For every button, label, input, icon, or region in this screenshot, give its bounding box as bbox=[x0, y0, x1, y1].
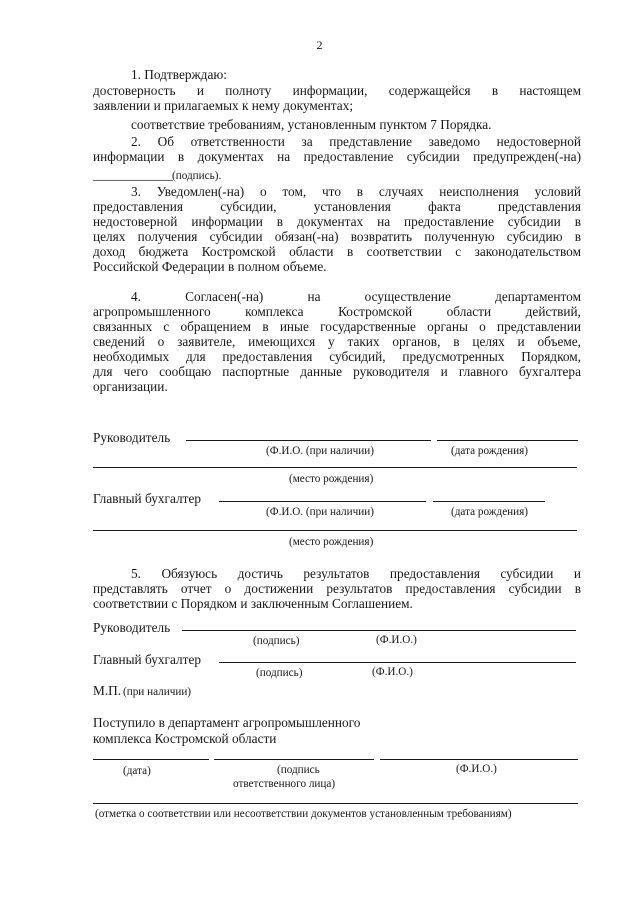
accountant-fio-line bbox=[219, 501, 426, 502]
text-line: агропромышленного комплекса Костромской области действий, bbox=[93, 304, 581, 319]
receipt-fio-line bbox=[380, 759, 578, 760]
confirm-item: соответствие требованиям, установленным пунктом 7 Порядка. bbox=[131, 117, 492, 132]
confirm-paragraph bbox=[93, 83, 581, 113]
text-line: целях получения субсидии обязан(-на) возвратить полученную субсидию в bbox=[93, 229, 581, 244]
page-number: 2 bbox=[316, 38, 323, 52]
seal-label: М.П. bbox=[93, 683, 122, 698]
receipt-line-1: Поступило в департамент агропромышленного bbox=[93, 715, 361, 730]
sign-hint: (подпись bbox=[277, 764, 320, 776]
consent-paragraph bbox=[93, 289, 581, 394]
confirm-heading: 1. Подтверждаю: bbox=[131, 67, 227, 82]
signature-hint: (подпись) bbox=[256, 667, 303, 679]
sign-accountant-label: Главный бухгалтер bbox=[93, 652, 202, 667]
receipt-line-2: комплекса Костромской области bbox=[93, 731, 277, 746]
text-line: Российской Федерации в полном объеме. bbox=[93, 259, 327, 274]
signature-blank: ____________ bbox=[93, 167, 173, 182]
head-dob-line bbox=[437, 440, 578, 441]
text-line: представлять отчет о достижении результатов предоставления субсидии в bbox=[93, 581, 581, 596]
sign-head-line bbox=[182, 630, 576, 631]
text-line: предоставления субсидии, установления факта представления bbox=[93, 199, 581, 214]
text-line: информации в документах на предоставление субсидии предупрежден(-на) bbox=[93, 149, 581, 164]
text-line: необходимых для предоставления субсидий, предусмотренных Порядком, bbox=[93, 349, 581, 364]
notice-paragraph bbox=[93, 184, 581, 274]
accountant-dob-line bbox=[433, 501, 545, 502]
text-line: организации. bbox=[93, 379, 168, 394]
fio-hint: (Ф.И.О. (при наличии) bbox=[266, 445, 374, 457]
liability-paragraph bbox=[93, 134, 581, 164]
dob-hint: (дата рождения) bbox=[451, 445, 529, 457]
text-line: соответствии с Порядком и заключенным Соглашением. bbox=[93, 596, 413, 611]
signature-note: (подпись). bbox=[172, 170, 222, 182]
fio-hint: (Ф.И.О.) bbox=[372, 666, 413, 678]
text-line: 2. Об ответственности за представление заведомо недостоверной bbox=[131, 134, 581, 149]
signature-hint: (подпись) bbox=[253, 635, 300, 647]
sign-head-label: Руководитель bbox=[93, 620, 171, 635]
pob-hint: (место рождения) bbox=[289, 473, 374, 485]
date-hint: (дата) bbox=[123, 765, 151, 777]
fio-hint: (Ф.И.О.) bbox=[376, 634, 417, 646]
conformity-note: (отметка о соответствии или несоответствии документов установленным требованиям) bbox=[95, 808, 512, 820]
text-line: связанных с обращением в иные государственные органы о представлении bbox=[93, 319, 581, 334]
sign-hint-2: ответственного лица) bbox=[233, 778, 336, 790]
head-fio-line bbox=[186, 440, 431, 441]
head-pob-line bbox=[93, 467, 577, 468]
receipt-date-line bbox=[93, 759, 209, 760]
text-line: для чего сообщаю паспортные данные руководителя и главного бухгалтера bbox=[93, 364, 581, 379]
accountant-label: Главный бухгалтер bbox=[93, 491, 202, 506]
text-line: 4. Согласен(-на) на осуществление департаментом bbox=[131, 289, 581, 304]
accountant-pob-line bbox=[93, 530, 577, 531]
text-line: сведений о заявителе, имеющихся у таких органов, в целях и объеме, bbox=[93, 334, 581, 349]
seal-hint: (при наличии) bbox=[123, 686, 192, 698]
fio-hint: (Ф.И.О. (при наличии) bbox=[266, 506, 374, 518]
fio-hint: (Ф.И.О.) bbox=[456, 763, 497, 775]
conformity-line bbox=[93, 803, 578, 804]
head-label: Руководитель bbox=[93, 430, 171, 445]
receipt-sign-line bbox=[214, 759, 374, 760]
obligation-paragraph bbox=[93, 566, 581, 611]
text-line: 3. Уведомлен(-на) о том, что в случаях неисполнения условий bbox=[131, 184, 581, 199]
text-line: 5. Обязуюсь достичь результатов предоставления субсидии и bbox=[131, 566, 581, 581]
dob-hint: (дата рождения) bbox=[451, 506, 529, 518]
text-line: заявлении и прилагаемых к нему документах; bbox=[93, 98, 354, 113]
text-line: недостоверной информации в документах на предоставление субсидии в bbox=[93, 214, 581, 229]
sign-accountant-line bbox=[219, 662, 576, 663]
text-line: доход бюджета Костромской области в соответствии с законодательством bbox=[93, 244, 581, 259]
pob-hint: (место рождения) bbox=[289, 536, 374, 548]
text-line: достоверность и полноту информации, содержащейся в настоящем bbox=[93, 83, 581, 98]
